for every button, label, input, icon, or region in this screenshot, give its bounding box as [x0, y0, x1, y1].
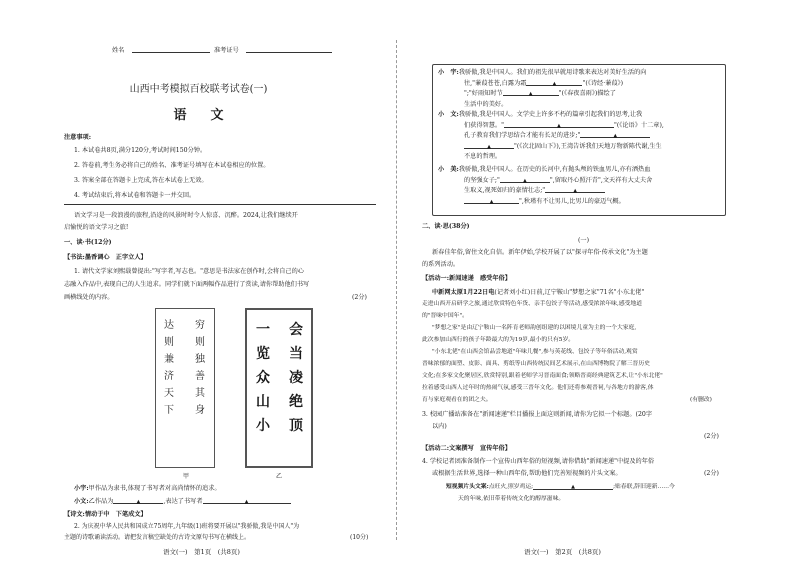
blank-2[interactable] [203, 497, 291, 504]
q1-line-1: 1. 请代文学家刘熙载曾提出:"写字者,写志也。"意思是书法家在创作时,会将自己的心 [74, 268, 304, 275]
calligraphy-char: 身 [195, 405, 205, 416]
news-line-3: "梦想之家"是由辽宁鞍山一名阵育老师韵创组建的以困境儿童为主的一个大家庭, [432, 325, 637, 331]
news-line-7: 文化;在多家文化聚居区,欣赏特别,跟着老师学习晋南面食;领略晋商经典建筑艺术,让"小东北佬" [422, 373, 663, 379]
dialog-text: 我骄傲,我是中国人。在历史的长河中,有抛头颅的铁血男儿,亦有洒热血 [458, 166, 651, 173]
xiaoyu-line [74, 484, 221, 493]
caption-b: 乙 [276, 473, 283, 480]
calligraphy-char: 众 [256, 370, 270, 386]
calligraphy-char: 兼 [164, 354, 174, 365]
dialog-text: "(《诗经·蒹葭》) [582, 79, 624, 87]
dialog-text: ",留取丹心照汗青",文天祥有大丈夫舍 [549, 176, 653, 184]
notice-divider [64, 204, 376, 205]
speaker-xiaowen: 小 文: [438, 111, 459, 118]
dialog-text: 生活中的美好。 [464, 100, 508, 108]
notice-2: 2. 答卷前,考生务必将自己的姓名、准考证号填写在本试卷相应的位置。 [74, 162, 270, 169]
intro-paragraph-1: 新春佳年俗,留住文化自信。新年伊始,学校开展了以"探寻年俗·传承文化"为主题 [432, 249, 648, 256]
blank-marker-icon: ▲ [244, 499, 249, 505]
news-line-8: 拉着感受山西人过年时的热闹气氛,感受三晋年文化。他们还将参观晋祠,与各地方的游客,体 [422, 385, 654, 391]
calligraphy-char: 下 [164, 405, 174, 416]
dialog-text: "(《春夜喜雨》)描绘了 [558, 90, 616, 97]
blank-marker-icon: ▲ [552, 80, 557, 87]
blank-marker-icon: ▲ [136, 499, 141, 505]
speaker-xiaoyu: 小 宇: [438, 69, 459, 76]
blank-marker-icon: ▲ [522, 177, 527, 184]
footer-right: 语文(一) 第2页 (共8页) [524, 548, 601, 556]
calligraphy-char: 当 [289, 346, 303, 362]
blank-5[interactable] [504, 121, 614, 128]
task-news-title: 【活动一:新闻速递 感受年俗】 [422, 275, 511, 282]
notice-1: 1. 本试卷共8页,满分120分,考试时间150分钟。 [74, 147, 207, 154]
calligraphy-char: 则 [195, 337, 205, 348]
dialog-text: 不息的哲理。 [464, 153, 502, 160]
video-text-2: ;贴春联,辞旧迎新……今 [613, 484, 675, 490]
xiaowen-label: 小文: [74, 498, 89, 505]
dialog-xiaowen [438, 110, 723, 163]
calligraphy-char: 天 [164, 388, 174, 399]
scroll-b-col-1 [254, 318, 272, 438]
dialog-text: 我骄傲,我是中国人。文学史上许多不朽的篇章引起我们的思考,让我 [458, 111, 643, 118]
dialog-xiaomei [438, 165, 723, 207]
q3-line-1: 3. 校园广播站准备在"新闻速递"栏目播报上面这则新闻,请你为它拟一个标题。(20字 [422, 411, 653, 418]
dialog-text: 的坚强女子;" [464, 176, 500, 184]
blank-6[interactable] [580, 131, 650, 138]
calligraphy-char: 凌 [289, 370, 303, 386]
calligraphy-char: 绝 [289, 394, 303, 410]
video-line-1 [446, 483, 675, 492]
news-dateline: 中新网太原1月22日电 [432, 289, 495, 296]
notice-title: 注意事项: [64, 134, 92, 141]
dialog-text: ",秋瑾有不让男儿,比男儿的豪迈气概。 [519, 197, 625, 205]
news-first-line [432, 288, 644, 297]
calligraphy-char: 小 [256, 418, 270, 434]
intro-line-1: 语文学习是一段浪漫的旅程,沿途的风景时时令人惊喜、沉醉。2024,让我们继续开 [74, 212, 298, 219]
calligraphy-char: 顶 [289, 418, 303, 434]
notice-4: 4. 考试结束后,将本试卷和答题卡一并交回。 [74, 192, 196, 199]
blank-7[interactable] [464, 142, 514, 149]
q1-line-3: 画横线处的内容。 [64, 294, 114, 301]
video-text-1: 点旺火,照岁鸡运; [488, 484, 534, 490]
exam-title: 山西中考模拟百校联考试卷(一) [129, 84, 268, 95]
dialog-text: 我骄傲,我是中国人。我们的祖先很早就用诗歌来表达对美好生活的向 [458, 69, 647, 76]
news-line-5: "小东北佬"在山西会馆品尝地道"年味儿餐",参与英花线、包饺子等年俗活动,观赏 [432, 349, 638, 355]
blank-11[interactable] [533, 483, 613, 490]
xiaoyu-text: 甲作品为隶书,体现了书写者对高尚情怀的追求。 [88, 485, 221, 492]
video-line-3: 天的年味,依旧带着传统文化的醇厚滋味。 [458, 496, 565, 502]
scroll-a-col-2 [194, 317, 206, 419]
page-fold-line [396, 40, 397, 540]
blank-marker-icon: ▲ [557, 122, 561, 129]
ticket-label: 准考证号 [214, 47, 239, 54]
calligraphy-char: 其 [195, 388, 205, 399]
q1-score: (2分) [352, 294, 367, 301]
subject-title: 语文 [173, 108, 248, 123]
calligraphy-char: 达 [164, 320, 174, 331]
q4-line-2: 或根据生活世界,选择一种山西年俗,帮助他们完善短视频的片头文案。 [432, 470, 622, 477]
q1-line-2: 志融入作品中,表现自己的人生追求。同学们就下面两幅作品进行了赏读,请你帮助他们书写 [64, 281, 310, 288]
blank-1[interactable] [113, 497, 163, 504]
intro-paragraph-2: 的系列活动。 [422, 261, 460, 268]
task-ad-title: 【活动二:文案撰写 宣传年俗】 [422, 445, 511, 452]
xiaowen-text-1: 乙作品为 [88, 498, 114, 505]
q3-score: (2分) [704, 433, 719, 440]
intro-line-2: 启愉悦的语文学习之旅! [64, 224, 129, 231]
dialog-xiaoyu [438, 68, 723, 110]
blank-4[interactable] [503, 89, 559, 96]
task-1-title: 【书法:墨香调心 正字立人】 [64, 254, 147, 261]
calligraphy-char: 一 [256, 322, 270, 338]
calligraphy-char: 会 [289, 322, 303, 338]
news-line-1: 走进山西开启研学之旅,通过欣赏特色年货、亲手包饺子等活动,感受浓浓年味,感受地道 [422, 301, 643, 307]
dialog-text: 孔子教育我们学思结合才能有长足的进步;" [464, 132, 581, 139]
part-1-title: (一) [578, 237, 590, 244]
q2-line-1: 2. 为庆祝中华人民共和国成立75周年,九年级(1)班将要开展以"我骄傲,我是中国人"为 [74, 523, 300, 530]
news-line-9: 育与家庭观看在的团之夫。 [422, 397, 492, 403]
q3-line-2: 以内) [432, 423, 447, 430]
calligraphy-char: 则 [164, 337, 174, 348]
notice-3: 3. 答案全部在答题卡上完成,答在本试卷上无效。 [74, 177, 208, 184]
xiaoyu-label: 小宇: [74, 485, 89, 492]
news-line-2: 的"晋味中国年"。 [422, 313, 468, 319]
task-2-title: 【诗文:情动于中 下笔成文】 [64, 511, 147, 518]
news-reporter: (记者刘小红)日前,辽宁鞍山"梦想之家"71名"小东北佬" [494, 289, 645, 296]
footer-left: 语文(一) 第1页 (共8页) [163, 548, 240, 556]
video-label: 短视频片头文案: [446, 484, 489, 490]
q2-score: (10分) [350, 534, 369, 541]
calligraphy-char: 善 [195, 371, 205, 382]
q2-line-2: 主题的诗歌诵读活动。请把发言稿空缺处的古诗文原句书写在横线上。 [64, 534, 251, 541]
calligraphy-scroll-b [245, 308, 313, 468]
dialog-text: "(《论语》十二章), [613, 121, 664, 129]
dialog-text: 生取义,视死如归的豪情壮志;" [464, 187, 546, 194]
name-label: 姓名 [112, 47, 125, 54]
calligraphy-scroll-a [155, 308, 215, 468]
dialog-text: 往,"蒹葭苍苍,白露为霜 [464, 79, 527, 87]
calligraphy-char: 穷 [195, 320, 205, 331]
news-line-6: 晋味浓郁的面塑、皮影、面具、剪纸等山西传统民间艺术展示,在山西博物院了解三晋历史 [422, 361, 650, 367]
xiaowen-text-2: ,表达了书写者 [163, 498, 203, 505]
calligraphy-char: 独 [195, 354, 205, 365]
calligraphy-char: 山 [256, 394, 270, 410]
section-1-title: 一、读·书(12分) [64, 239, 112, 246]
dialog-text: 们获得智慧。" [464, 121, 504, 129]
scroll-a-col-1 [163, 317, 175, 419]
dialog-text: ";"好雨知时节 [464, 90, 503, 97]
calligraphy-char: 济 [164, 371, 174, 382]
blank-marker-icon: ▲ [489, 198, 494, 205]
blank-8[interactable] [500, 176, 550, 183]
news-line-4: 此次参加山西行的孩子年龄最大的为19岁,最小的只有5岁。 [422, 337, 575, 343]
blank-marker-icon: ▲ [613, 133, 618, 139]
blank-marker-icon: ▲ [573, 188, 578, 194]
caption-a: 甲 [183, 473, 190, 480]
calligraphy-char: 览 [256, 346, 270, 362]
blank-marker-icon: ▲ [528, 91, 533, 97]
blank-3[interactable] [526, 79, 582, 86]
q4-line-1: 4. 学校记者团准备制作一个宣传山西年俗的短视频,请你借助"新闻速递"中提及的年俗 [422, 458, 655, 465]
q4-score: (2分) [704, 470, 719, 477]
speaker-xiaomei: 小 美: [438, 166, 459, 173]
section-2-title: 二、读·思(38分) [422, 223, 470, 230]
blank-10[interactable] [464, 197, 519, 204]
dialog-text: "(《次北固山下》),王湾告诉我们天地万物新陈代谢,生生 [514, 142, 662, 150]
blank-marker-icon: ▲ [487, 143, 491, 150]
scroll-b-col-2 [287, 318, 305, 438]
blank-marker-icon: ▲ [571, 484, 576, 490]
name-underline [132, 52, 210, 53]
blank-9[interactable] [545, 186, 605, 193]
xiaowen-line [74, 497, 291, 506]
news-source: (有删改) [690, 397, 712, 403]
ticket-underline [246, 52, 332, 53]
